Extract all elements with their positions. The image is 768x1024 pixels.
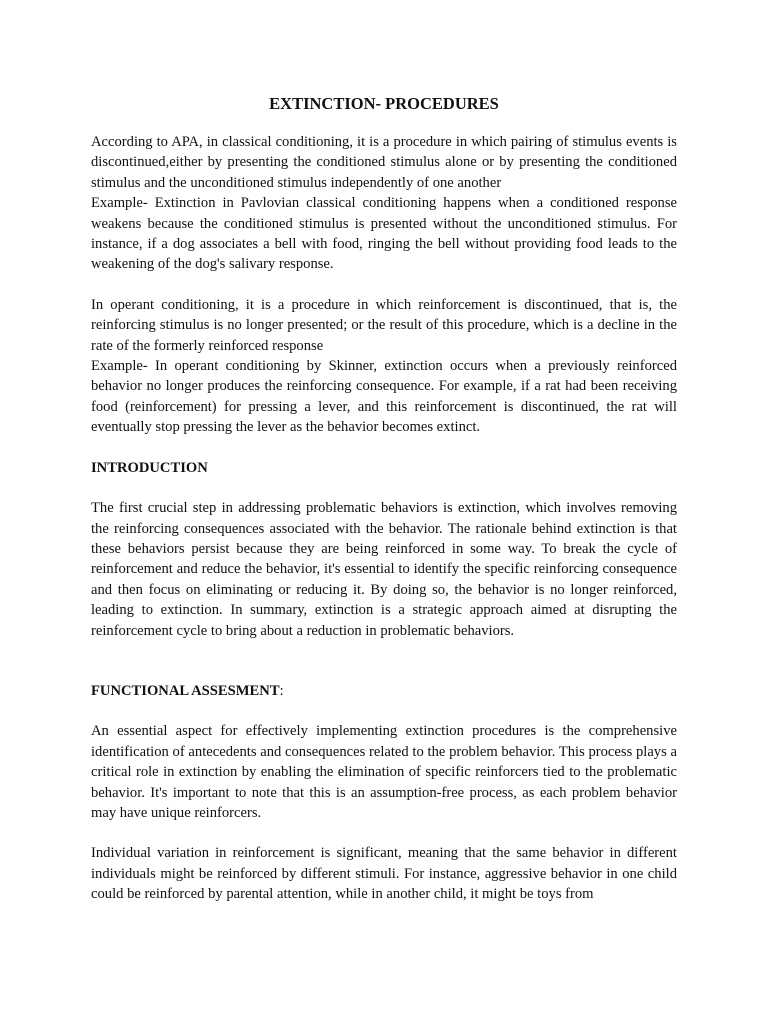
paragraph-operant-example: Example- In operant conditioning by Skinner, extinction occurs when a previously reinforced behavior no longer produces the reinforcing consequence. For example, if a rat had been receiving food (reinforcement) for pressing a lever, and this reinforcement is discontinued, the rat will eventually stop pressing the lever as the behavior becomes extinct.: [91, 358, 677, 436]
heading-functional-assessment: [91, 681, 677, 701]
spacer: [91, 701, 677, 721]
paragraph-functional-assessment: An essential aspect for effectively implementing extinction procedures is the comprehensive identification of antecedents and consequences related to the problem behavior. This process plays a critical role in extinction by enabling the elimination of specific reinforcers tied to the problematic behavior. It's important to note that this is an assumption-free process, as each problem behavior may have unique reinforcers.: [91, 723, 677, 821]
paragraph-classical-example: Example- Extinction in Pavlovian classical conditioning happens when a conditioned response weakens because the conditioned stimulus is presented without the unconditioned stimulus. For instance, if a dog associates a bell with food, ringing the bell without providing food leads to the weakening of the dog's salivary response.: [91, 195, 677, 273]
heading-colon: :: [279, 682, 284, 699]
paragraph-operant-definition: In operant conditioning, it is a procedure in which reinforcement is discontinued, that is, the reinforcing stimulus is no longer presented; or the result of this procedure, which is a decline in the rate of the formerly reinforced response: [91, 296, 677, 354]
heading-introduction: INTRODUCTION: [91, 459, 208, 476]
spacer: [91, 438, 677, 458]
spacer: [91, 275, 677, 295]
spacer: [91, 823, 677, 843]
paragraph-introduction: The first crucial step in addressing problematic behaviors is extinction, which involves removing the reinforcing consequences associated with the behavior. The rationale behind extinction is that these behaviors persist because they are being reinforced in some way. To break the cycle of reinforcement and reduce the behavior, it's essential to identify the specific reinforcing consequence and then focus on eliminating or reducing it. By doing so, the behavior is no longer reinforced, leading to extinction. In summary, extinction is a strategic approach aimed at disrupting the reinforcement cycle to bring about a reduction in problematic behaviors.: [91, 500, 677, 639]
spacer: [91, 641, 677, 681]
spacer: [91, 478, 677, 498]
paragraph-individual-variation: Individual variation in reinforcement is significant, meaning that the same behavior in different individuals might be reinforced by different stimuli. For instance, aggressive behavior in one child could be reinforced by parental attention, while in another child, it might be toys from: [91, 845, 677, 903]
paragraph-classical-definition: According to APA, in classical conditioning, it is a procedure in which pairing of stimulus events is discontinued,either by presenting the conditioned stimulus alone or by presenting the conditioned stimulus and the unconditioned stimulus independently of one another: [91, 134, 677, 191]
document-title: EXTINCTION- PROCEDURES: [269, 94, 499, 113]
heading-functional-assessment-text: FUNCTIONAL ASSESMENT: [91, 682, 280, 699]
